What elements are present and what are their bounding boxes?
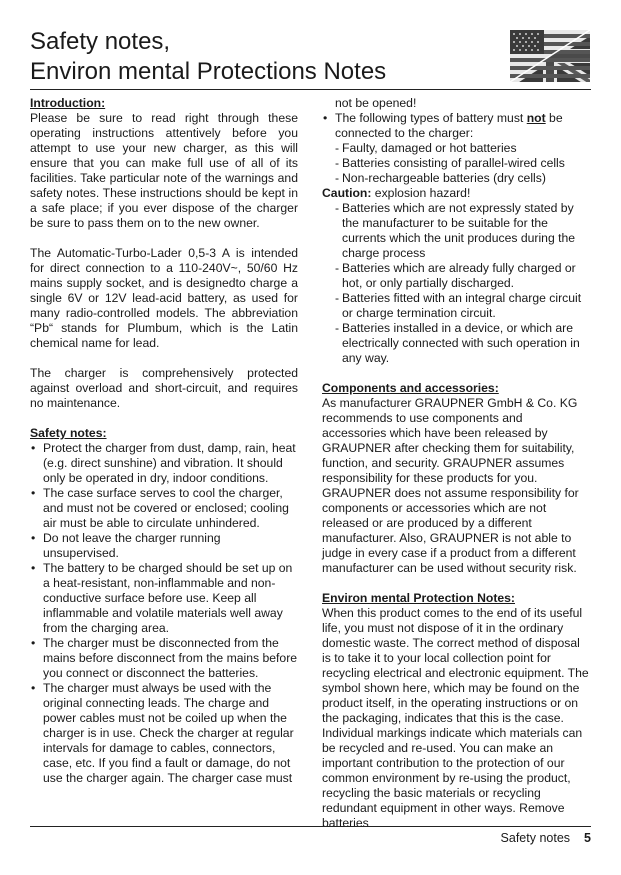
environment-heading: Environ mental Protection Notes: <box>322 591 515 605</box>
safety-notes-list <box>30 441 298 786</box>
components-paragraph: As manufacturer GRAUPNER GmbH & Co. KG recommends to use components and accessories which have been released by GRAUPNER after checking them for suitability, function, and security. GRAUPNER assumes responsibility for these products for you. GRAUPNER does not assume responsibility for components or accessories which are not released or are produced by a different manufacturer. Also, GRAUPNER is not able to judge in every case if a product from a different manufacturer can be used without security risk. <box>322 396 579 575</box>
list-item: • The following types of battery must not be connected to the charger: <box>322 111 590 141</box>
footer-rule <box>30 826 591 827</box>
caution-list <box>322 201 590 366</box>
list-item: - Non-rechargeable batteries (dry cells) <box>335 171 590 186</box>
protection-paragraph: The charger is comprehensively protected against overload and short-circuit, and requires no maintenance. <box>30 366 298 410</box>
battery-warning-list <box>322 111 590 141</box>
list-item: - Batteries consisting of parallel-wired cells <box>335 156 590 171</box>
list-item: • The charger must be disconnected from the mains before disconnect from the mains before you connect or disconnect the batteries. <box>30 636 298 681</box>
environment-paragraph: When this product comes to the end of its useful life, you must not dispose of it in the ordinary domestic waste. The correct method of disposal is to take it to your local collection point for recycling electrical and electronic equipment. The symbol shown here, which may be found on the product itself, in the operating instructions or on the packaging, indicates that this is the case. Individual markings indicate which materials can be recycled and re-used. You can make an important contribution to the protection of our common environment by re-using the product, recycling the basic materials or recycling redundant equipment in other ways. Remove batteries <box>322 606 589 830</box>
list-item: - Batteries which are already fully charged or hot, or only partially discharged. <box>335 261 590 291</box>
page-number: 5 <box>584 831 591 845</box>
list-item: - Batteries fitted with an integral charge circuit or charge termination circuit. <box>335 291 590 321</box>
list-item: • Do not leave the charger running unsupervised. <box>30 531 298 561</box>
us-uk-flag-icon <box>510 30 590 82</box>
charger-description-paragraph: The Automatic-Turbo-Lader 0,5-3 A is intended for direct connection to a 110-240V~, 50/60 Hz mains supply socket, and is designedto charge a single 6V or 12V lead-acid battery, as used for many radio-controlled models. The abbreviation “Pb“ stands for Plumbum, which is the Latin chemical name for lead. <box>30 246 298 350</box>
caution-line: Caution: explosion hazard! <box>322 186 471 200</box>
components-heading: Components and accessories: <box>322 381 499 395</box>
footer-section-label: Safety notes <box>500 831 571 845</box>
safety-notes-heading: Safety notes: <box>30 426 107 440</box>
list-item: • Protect the charger from dust, damp, rain, heat (e.g. direct sunshine) and vibration. It should only be operated in dry, indoor conditions. <box>30 441 298 486</box>
caution-label: Caution: <box>322 186 372 200</box>
list-item: - Faulty, damaged or hot batteries <box>335 141 590 156</box>
battery-types-list <box>322 141 590 186</box>
list-item: - Batteries which are not expressly stated by the manufacturer to be suitable for the currents which the unit produces during the charge process <box>335 201 590 261</box>
title-line-2: Environ mental Protections Notes <box>30 58 387 85</box>
continued-text: not be opened! <box>335 96 417 110</box>
not-emphasis: not <box>526 111 546 125</box>
list-item: • The battery to be charged should be set up on a heat-resistant, non-inflammable and non-conductive surface before use. Keep all inflammable and volatile materials well away from the charging area. <box>30 561 298 636</box>
left-column <box>30 96 298 786</box>
header-rule <box>30 89 591 90</box>
list-item: • The charger must always be used with the original connecting leads. The charge and power cables must not be coiled up when the charger is in use. Check the charger at regular intervals for damage to cables, connectors, case, etc. If you find a fault or damage, do not use the charger again. The charger case must <box>30 681 298 786</box>
list-item: - Batteries installed in a device, or which are electrically connected with such operation in any way. <box>335 321 590 366</box>
list-item: • The case surface serves to cool the charger, and must not be covered or enclosed; cooling air must be able to circulate unhindered. <box>30 486 298 531</box>
right-column <box>322 96 590 831</box>
page-title <box>30 27 386 87</box>
introduction-paragraph: Please be sure to read right through these operating instructions attentively before you attempt to use your new charger, as this will ensure that you can make full use of all of its facilities. Take particular note of the warnings and safety notes. These instructions should be kept in a safe place; if you ever dispose of the charger be sure to pass them on to the new owner. <box>30 111 298 230</box>
page-footer <box>501 831 591 845</box>
introduction-heading: Introduction: <box>30 96 106 110</box>
title-line-1: Safety notes, <box>30 28 171 55</box>
